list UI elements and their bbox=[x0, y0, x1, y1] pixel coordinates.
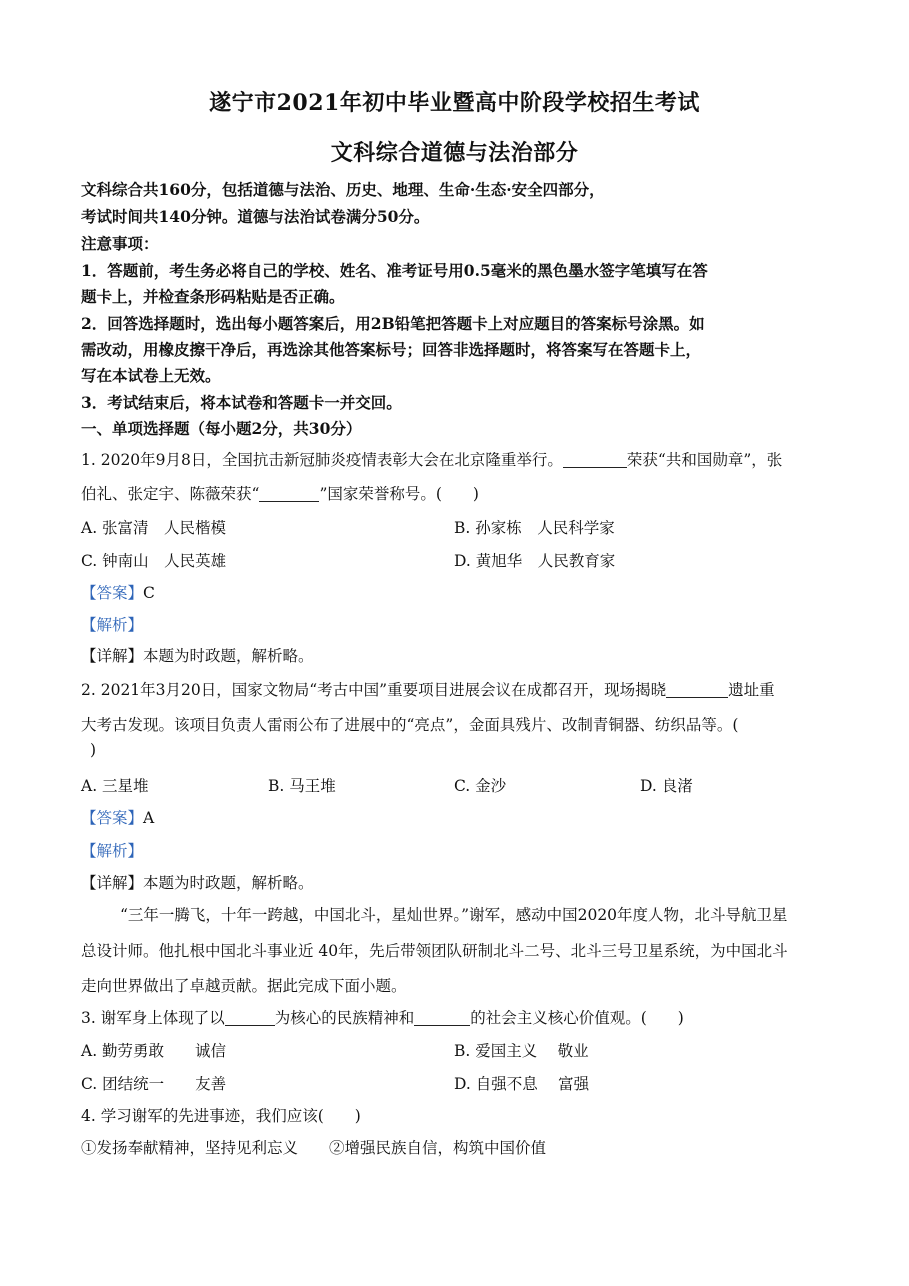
notice-2a: 2．回答选择题时，选出每小题答案后，用2B铅笔把答题卡上对应题目的答案标号涂黑。如 bbox=[81, 314, 705, 333]
notice-3: 3．考试结束后，将本试卷和答题卡一并交回。 bbox=[81, 393, 402, 412]
q3-option-b: B. 爱国主义 敬业 bbox=[454, 1042, 589, 1060]
q1-answer bbox=[81, 581, 155, 603]
q3-blank-1 bbox=[225, 1010, 275, 1027]
passage-line-1: “三年一腾飞，十年一跨越，中国北斗，星灿世界。”谢军，感动中国2020年度人物，北斗导航卫星 bbox=[120, 906, 788, 924]
passage-line-2: 总设计师。他扎根中国北斗事业近 40年，先后带领团队研制北斗二号、北斗三号卫星系统，为中国北斗 bbox=[81, 942, 788, 960]
q2-analysis-tag: 【解析】 bbox=[81, 842, 144, 860]
intro-line-1: 文科综合共160分，包括道德与法治、历史、地理、生命·生态·安全四部分， bbox=[81, 180, 605, 199]
q2-stem-line-1 bbox=[81, 678, 775, 700]
q2-option-c: C. 金沙 bbox=[454, 777, 507, 795]
exam-title: 遂宁市2021年初中毕业暨高中阶段学校招生考试 bbox=[209, 90, 700, 116]
q2-answer-value: A bbox=[143, 809, 155, 827]
q1-stem-line-2 bbox=[81, 482, 479, 504]
q4-stem: 4. 学习谢军的先进事迹，我们应该( ) bbox=[81, 1107, 361, 1125]
q3-option-a: A. 勤劳勇敢 诚信 bbox=[81, 1042, 227, 1060]
notice-heading: 注意事项： bbox=[81, 234, 159, 253]
q1-text-b: 荣获“共和国勋章”，张 bbox=[626, 451, 783, 469]
q2-text-a: 2. 2021年3月20日，国家文物局“考古中国”重要项目进展会议在成都召开，现场揭晓 bbox=[81, 681, 667, 699]
q2-detail: 【详解】本题为时政题，解析略。 bbox=[81, 874, 314, 892]
q3-option-d: D. 自强不息 富强 bbox=[454, 1075, 590, 1093]
q1-text-c: 伯礼、张定宇、陈薇荣获“ bbox=[81, 485, 260, 503]
passage-line-3: 走向世界做出了卓越贡献。据此完成下面小题。 bbox=[81, 977, 407, 995]
q3-blank-2 bbox=[414, 1010, 470, 1027]
q2-text-b: 遗址重 bbox=[728, 681, 775, 699]
notice-2c: 写在本试卷上无效。 bbox=[81, 366, 221, 385]
notice-1b: 题卡上，并检查条形码粘贴是否正确。 bbox=[81, 287, 345, 306]
q2-stem-line-2: 大考古发现。该项目负责人雷雨公布了进展中的“亮点”，金面具残片、改制青铜器、纺织品等。( bbox=[81, 716, 739, 734]
q1-option-b: B. 孙家栋 人民科学家 bbox=[454, 519, 615, 537]
q1-analysis-tag: 【解析】 bbox=[81, 616, 144, 634]
q2-option-a: A. 三星堆 bbox=[81, 777, 149, 795]
q1-text-a: 1. 2020年9月8日，全国抗击新冠肺炎疫情表彰大会在北京隆重举行。 bbox=[81, 451, 563, 469]
q3-option-c: C. 团结统一 友善 bbox=[81, 1075, 227, 1093]
answer-tag: 【答案】 bbox=[81, 809, 144, 827]
q1-stem-line-1 bbox=[81, 448, 782, 470]
q1-answer-value: C bbox=[143, 584, 155, 602]
q1-option-c: C. 钟南山 人民英雄 bbox=[81, 552, 227, 570]
notice-2b: 需改动，用橡皮擦干净后，再选涂其他答案标号；回答非选择题时，将答案写在答题卡上， bbox=[81, 340, 702, 359]
q2-blank bbox=[666, 682, 728, 699]
q1-detail: 【详解】本题为时政题，解析略。 bbox=[81, 647, 314, 665]
q3-stem bbox=[81, 1006, 684, 1028]
q1-blank-1 bbox=[563, 452, 627, 469]
exam-subtitle: 文科综合道德与法治部分 bbox=[330, 140, 579, 166]
q2-answer bbox=[81, 806, 154, 828]
q1-option-a: A. 张富清 人民楷模 bbox=[81, 519, 227, 537]
intro-line-2: 考试时间共140分钟。道德与法治试卷满分50分。 bbox=[81, 207, 430, 226]
q3-text-b: 为核心的民族精神和 bbox=[274, 1009, 415, 1027]
answer-tag: 【答案】 bbox=[81, 584, 144, 602]
section-heading: 一、单项选择题（每小题2分，共30分） bbox=[81, 419, 362, 438]
q2-option-d: D. 良渚 bbox=[640, 777, 693, 795]
q3-text-c: 的社会主义核心价值观。( ) bbox=[470, 1009, 684, 1027]
q3-text-a: 3. 谢军身上体现了以 bbox=[81, 1009, 225, 1027]
q4-options-line-1: ①发扬奉献精神，坚持见利忘义 ②增强民族自信，构筑中国价值 bbox=[81, 1139, 547, 1157]
q2-stem-line-3: ) bbox=[90, 741, 97, 759]
q1-option-d: D. 黄旭华 人民教育家 bbox=[454, 552, 616, 570]
notice-1a: 1．答题前，考生务必将自己的学校、姓名、准考证号用0.5毫米的黑色墨水签字笔填写在答 bbox=[81, 261, 708, 280]
q1-text-d: ”国家荣誉称号。( ) bbox=[319, 485, 479, 503]
q1-blank-2 bbox=[259, 486, 319, 503]
q2-option-b: B. 马王堆 bbox=[268, 777, 336, 795]
